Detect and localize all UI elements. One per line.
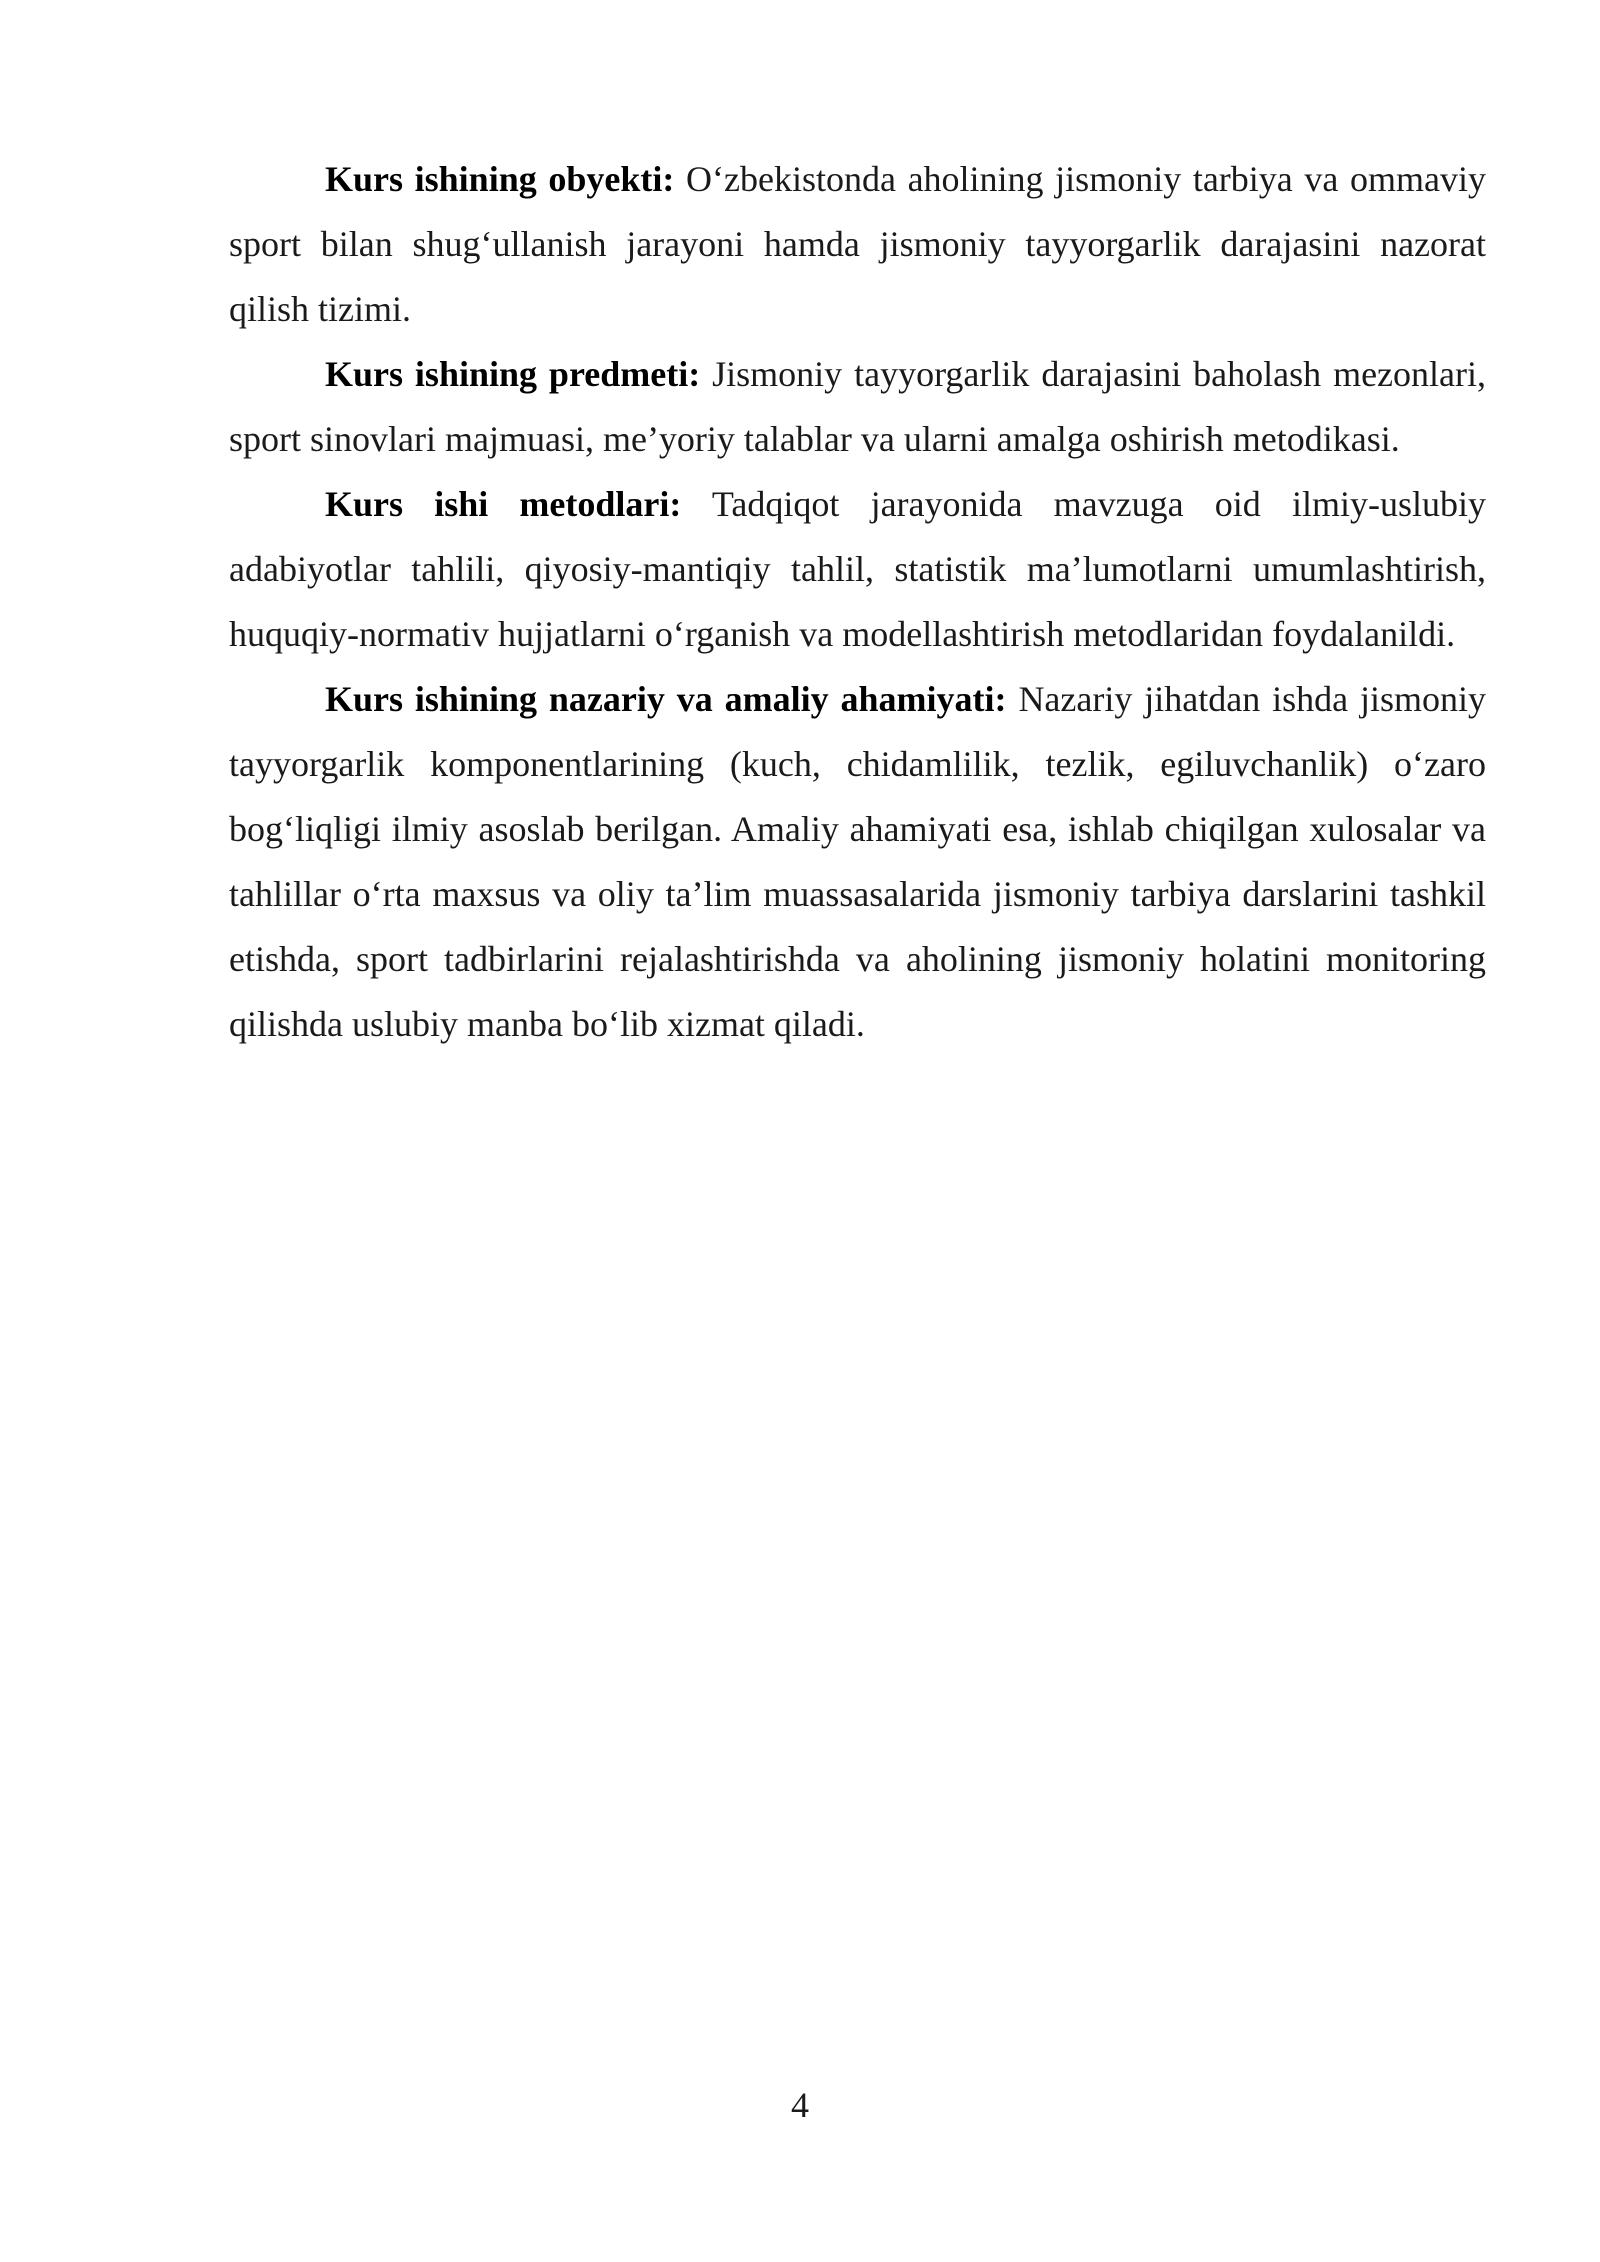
paragraph-label: Kurs ishining nazariy va amaliy ahamiyati:: [325, 679, 1007, 719]
paragraph-text: Nazariy jihatdan ishda jismoniy tayyorgarlik komponentlarining (kuch, chidamlilik, tezlik, egiluvchanlik) o‘zaro bog‘liqligi ilmiy asoslab berilgan. Amaliy ahamiyati esa, ishlab chiqilgan xulosalar va tahlillar o‘rta maxsus va oliy ta’lim muassasalarida jismoniy tarbiya darslarini tashkil etishda, sport tadbirlarini rejalashtirishda va aholining jismoniy holatini monitoring qilishda uslubiy manba bo‘lib xizmat qiladi.: [229, 679, 1487, 1044]
page-number: 4: [791, 2085, 809, 2125]
paragraph-subject: [229, 342, 1486, 472]
paragraph-text: O‘zbekistonda aholining jismoniy tarbiya va ommaviy sport bilan shug‘ullanish jarayoni hamda jismoniy tayyorgarlik darajasini nazorat qilish tizimi.: [229, 159, 1487, 329]
paragraph-object: [229, 147, 1486, 342]
paragraph-label: Kurs ishining obyekti:: [325, 159, 675, 199]
paragraph-label: Kurs ishining predmeti:: [325, 354, 701, 394]
document-body: [229, 147, 1486, 1057]
paragraph-text: Jismoniy tayyorgarlik darajasini baholash mezonlari, sport sinovlari majmuasi, me’yoriy talablar va ularni amalga oshirish metodikasi.: [229, 354, 1486, 459]
paragraph-significance: [229, 667, 1486, 1057]
paragraph-methods: [229, 472, 1486, 667]
paragraph-label: Kurs ishi metodlari:: [325, 484, 682, 524]
paragraph-text: Tadqiqot jarayonida mavzuga oid ilmiy-uslubiy adabiyotlar tahlili, qiyosiy-mantiqiy tahlil, statistik ma’lumotlarni umumlashtirish, huquqiy-normativ hujjatlarni o‘rganish va modellashtirish metodlaridan foydalanildi.: [229, 484, 1486, 654]
